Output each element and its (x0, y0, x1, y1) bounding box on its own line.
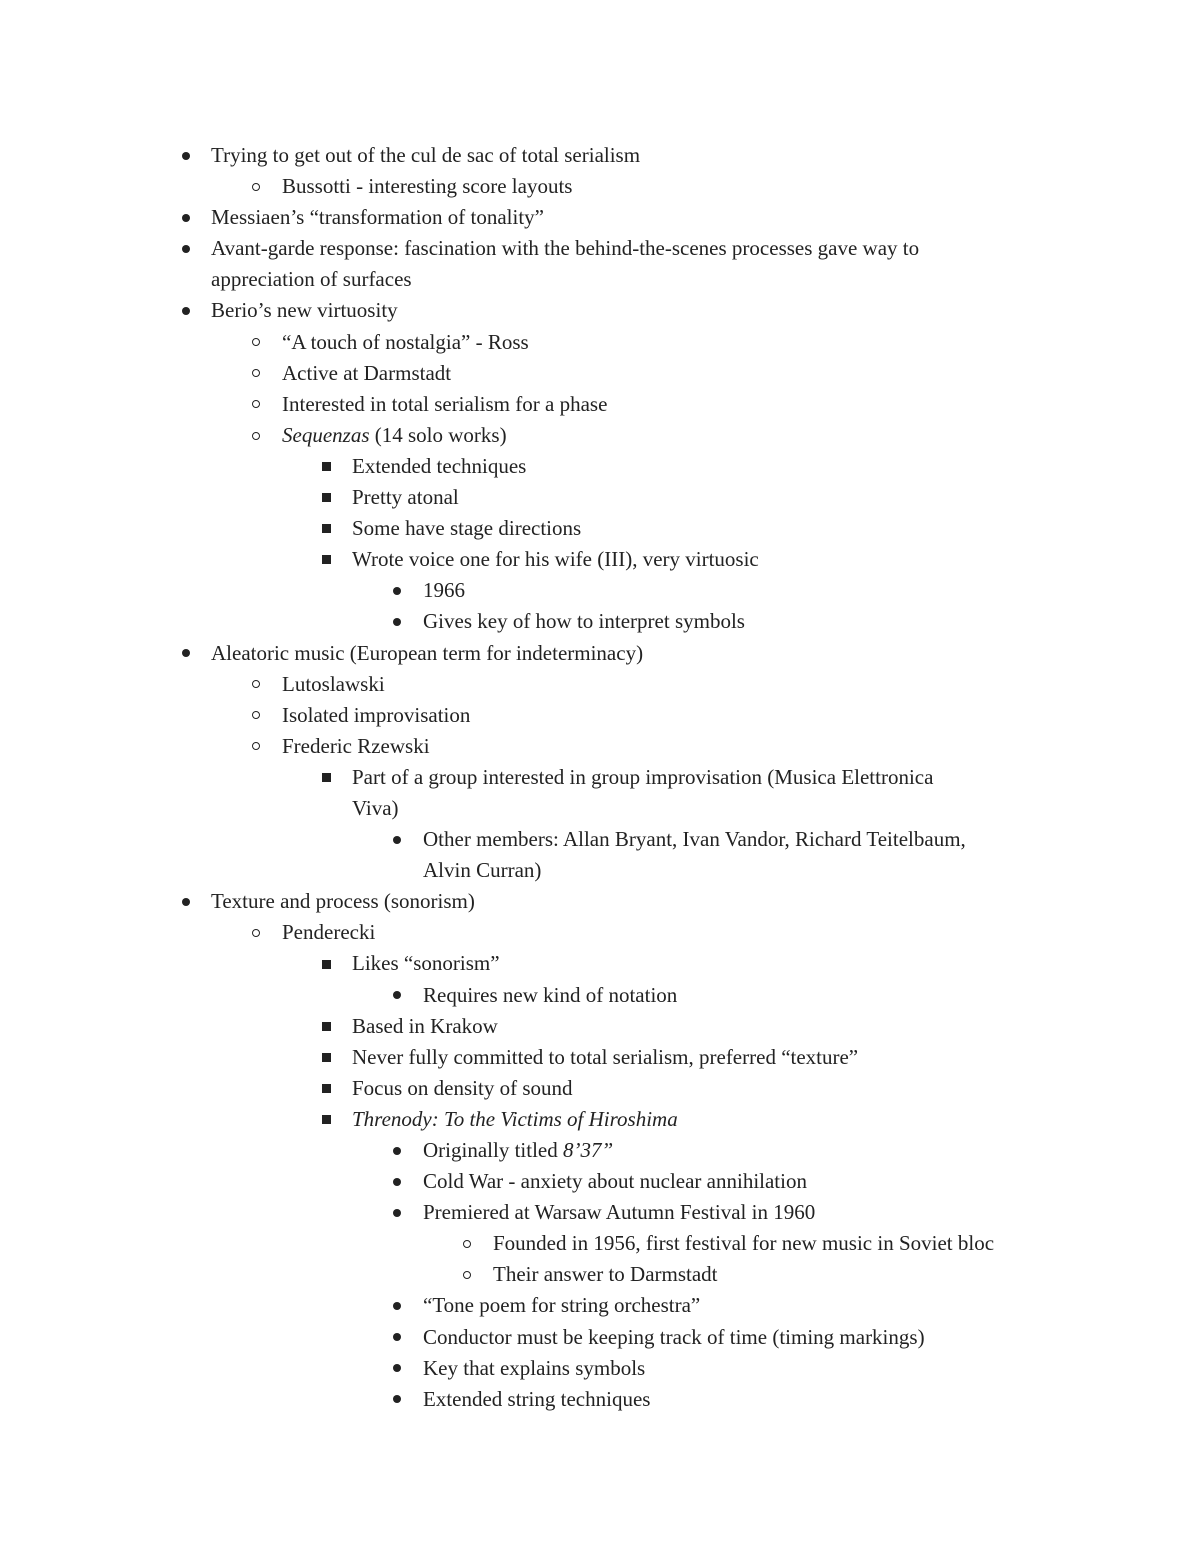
list-item (0, 1259, 1200, 1290)
list-item (0, 1290, 1200, 1321)
square-bullet-icon (316, 451, 336, 482)
disc-bullet-icon (176, 638, 196, 669)
list-item-text (282, 358, 451, 389)
text-run: Aleatoric music (European term for indeterminacy) (211, 640, 644, 665)
list-item-text (352, 1011, 498, 1042)
list-item (0, 1073, 1200, 1104)
list-item-text (352, 544, 759, 575)
disc-bullet-icon (176, 202, 196, 233)
document-outline (0, 140, 1200, 1415)
circle-bullet-icon (246, 389, 266, 420)
list-item (0, 669, 1200, 700)
text-run: Premiered at Warsaw Autumn Festival in 1960 (423, 1200, 816, 1225)
list-item-continuation (0, 793, 1200, 824)
list-item (0, 638, 1200, 669)
italic-title: Threnody: To the Victims of Hiroshima (352, 1106, 678, 1131)
list-item (0, 420, 1200, 451)
list-item (0, 762, 1200, 793)
list-item (0, 1011, 1200, 1042)
list-item-text (282, 389, 607, 420)
list-item (0, 917, 1200, 948)
list-item-text (282, 327, 529, 358)
list-item-text (423, 855, 541, 886)
list-item-text (211, 140, 640, 171)
list-item-text (423, 1290, 700, 1321)
list-item (0, 389, 1200, 420)
square-bullet-icon (316, 482, 336, 513)
disc-bullet-icon (387, 980, 407, 1011)
circle-bullet-icon (246, 171, 266, 202)
text-run: Likes “sonorism” (352, 951, 500, 976)
list-item-text (282, 420, 507, 451)
text-run: Lutoslawski (282, 671, 385, 696)
list-item-text (211, 233, 919, 264)
text-run: Requires new kind of notation (423, 982, 678, 1007)
list-item (0, 1104, 1200, 1135)
circle-bullet-icon (246, 358, 266, 389)
text-run: Gives key of how to interpret symbols (423, 609, 745, 634)
list-item (0, 451, 1200, 482)
list-item-text (352, 1073, 573, 1104)
text-run: Founded in 1956, first festival for new music in Soviet bloc (493, 1231, 995, 1256)
disc-bullet-icon (176, 140, 196, 171)
list-item (0, 233, 1200, 264)
text-run: Isolated improvisation (282, 702, 471, 727)
list-item (0, 171, 1200, 202)
square-bullet-icon (316, 1073, 336, 1104)
disc-bullet-icon (387, 606, 407, 637)
text-run: Based in Krakow (352, 1013, 498, 1038)
disc-bullet-icon (387, 824, 407, 855)
list-item-text (423, 606, 745, 637)
list-item-text (423, 1353, 645, 1384)
list-item (0, 358, 1200, 389)
text-run: Pretty atonal (352, 485, 459, 510)
list-item-text (282, 917, 375, 948)
disc-bullet-icon (387, 1166, 407, 1197)
square-bullet-icon (316, 1011, 336, 1042)
list-item (0, 1166, 1200, 1197)
list-item (0, 482, 1200, 513)
text-run: Part of a group interested in group improvisation (Musica Elettronica (352, 764, 934, 789)
circle-bullet-icon (457, 1228, 477, 1259)
disc-bullet-icon (387, 575, 407, 606)
list-item (0, 295, 1200, 326)
text-run: Never fully committed to total serialism, preferred “texture” (352, 1044, 859, 1069)
text-run: Frederic Rzewski (282, 733, 430, 758)
list-item-text (352, 762, 933, 793)
text-run: Wrote voice one for his wife (III), very virtuosic (352, 547, 759, 572)
list-item-text (211, 264, 412, 295)
list-item (0, 140, 1200, 171)
square-bullet-icon (316, 513, 336, 544)
text-run: Their answer to Darmstadt (493, 1262, 718, 1287)
text-run: 1966 (423, 578, 465, 603)
text-run: Extended techniques (352, 453, 527, 478)
disc-bullet-icon (387, 1322, 407, 1353)
disc-bullet-icon (176, 295, 196, 326)
circle-bullet-icon (246, 731, 266, 762)
text-run: Focus on density of sound (352, 1075, 573, 1100)
text-run: Originally titled (423, 1138, 563, 1162)
disc-bullet-icon (387, 1135, 407, 1166)
disc-bullet-icon (387, 1197, 407, 1228)
list-item (0, 948, 1200, 979)
list-item (0, 731, 1200, 762)
list-item-text (423, 980, 677, 1011)
text-run: Extended string techniques (423, 1386, 651, 1411)
list-item-text (423, 1166, 807, 1197)
list-item-text (423, 1322, 925, 1353)
text-run: Bussotti - interesting score layouts (282, 174, 573, 199)
list-item-text (211, 295, 398, 326)
list-item-text (423, 1197, 815, 1228)
list-item-text (352, 1104, 678, 1135)
text-run: “A touch of nostalgia” - Ross (282, 329, 529, 354)
text-run: Key that explains symbols (423, 1355, 646, 1380)
list-item-text (282, 731, 430, 762)
list-item-text (352, 482, 459, 513)
disc-bullet-icon (387, 1290, 407, 1321)
disc-bullet-icon (387, 1353, 407, 1384)
text-run: Interested in total serialism for a phase (282, 391, 608, 416)
list-item-text (352, 948, 500, 979)
list-item (0, 980, 1200, 1011)
text-run: Avant-garde response: fascination with the behind-the-scenes processes gave way to (211, 236, 920, 261)
list-item (0, 824, 1200, 855)
list-item-text (352, 451, 526, 482)
list-item (0, 575, 1200, 606)
text-run: Alvin Curran) (423, 858, 542, 883)
italic-title: 8’37” (562, 1138, 614, 1162)
square-bullet-icon (316, 762, 336, 793)
list-item-text (493, 1259, 718, 1290)
list-item-continuation (0, 855, 1200, 886)
text-run: Cold War - anxiety about nuclear annihilation (423, 1169, 807, 1194)
list-item-text (352, 793, 399, 824)
list-item-text (493, 1228, 994, 1259)
list-item-text (211, 638, 643, 669)
square-bullet-icon (316, 948, 336, 979)
list-item (0, 886, 1200, 917)
list-item-text (211, 886, 475, 917)
circle-bullet-icon (246, 669, 266, 700)
square-bullet-icon (316, 544, 336, 575)
list-item-text (423, 1384, 650, 1415)
list-item-text (282, 669, 385, 700)
list-item (0, 1228, 1200, 1259)
list-item-text (211, 202, 544, 233)
list-item (0, 327, 1200, 358)
list-item-continuation (0, 264, 1200, 295)
text-run: Texture and process (sonorism) (211, 889, 475, 914)
list-item-text (423, 824, 966, 855)
circle-bullet-icon (246, 700, 266, 731)
list-item (0, 513, 1200, 544)
list-item (0, 1197, 1200, 1228)
list-item (0, 1353, 1200, 1384)
text-run: Active at Darmstadt (282, 360, 452, 385)
list-item-text (423, 575, 465, 606)
list-item (0, 1135, 1200, 1166)
disc-bullet-icon (176, 886, 196, 917)
text-run: Berio’s new virtuosity (211, 298, 398, 323)
list-item-text (352, 513, 581, 544)
list-item-text (352, 1042, 858, 1073)
text-run: (14 solo works) (369, 422, 507, 447)
list-item (0, 1042, 1200, 1073)
text-run: Messiaen’s “transformation of tonality” (211, 205, 544, 230)
text-run: “Tone poem for string orchestra” (423, 1293, 701, 1318)
list-item (0, 544, 1200, 575)
circle-bullet-icon (457, 1259, 477, 1290)
text-run: Penderecki (282, 920, 376, 945)
circle-bullet-icon (246, 917, 266, 948)
list-item-text (282, 700, 470, 731)
list-item-text (423, 1135, 613, 1166)
circle-bullet-icon (246, 327, 266, 358)
circle-bullet-icon (246, 420, 266, 451)
text-run: Other members: Allan Bryant, Ivan Vandor, Richard Teitelbaum, (423, 827, 966, 852)
italic-title: Sequenzas (282, 422, 370, 447)
list-item (0, 1384, 1200, 1415)
text-run: Trying to get out of the cul de sac of total serialism (211, 143, 641, 167)
text-run: Some have stage directions (352, 516, 582, 541)
text-run: Conductor must be keeping track of time (timing markings) (423, 1324, 925, 1349)
text-run: appreciation of surfaces (211, 267, 412, 292)
disc-bullet-icon (387, 1384, 407, 1415)
text-run: Viva) (352, 795, 399, 820)
square-bullet-icon (316, 1104, 336, 1135)
disc-bullet-icon (176, 233, 196, 264)
list-item (0, 606, 1200, 637)
list-item-text (282, 171, 572, 202)
list-item (0, 202, 1200, 233)
list-item (0, 1322, 1200, 1353)
list-item (0, 700, 1200, 731)
square-bullet-icon (316, 1042, 336, 1073)
